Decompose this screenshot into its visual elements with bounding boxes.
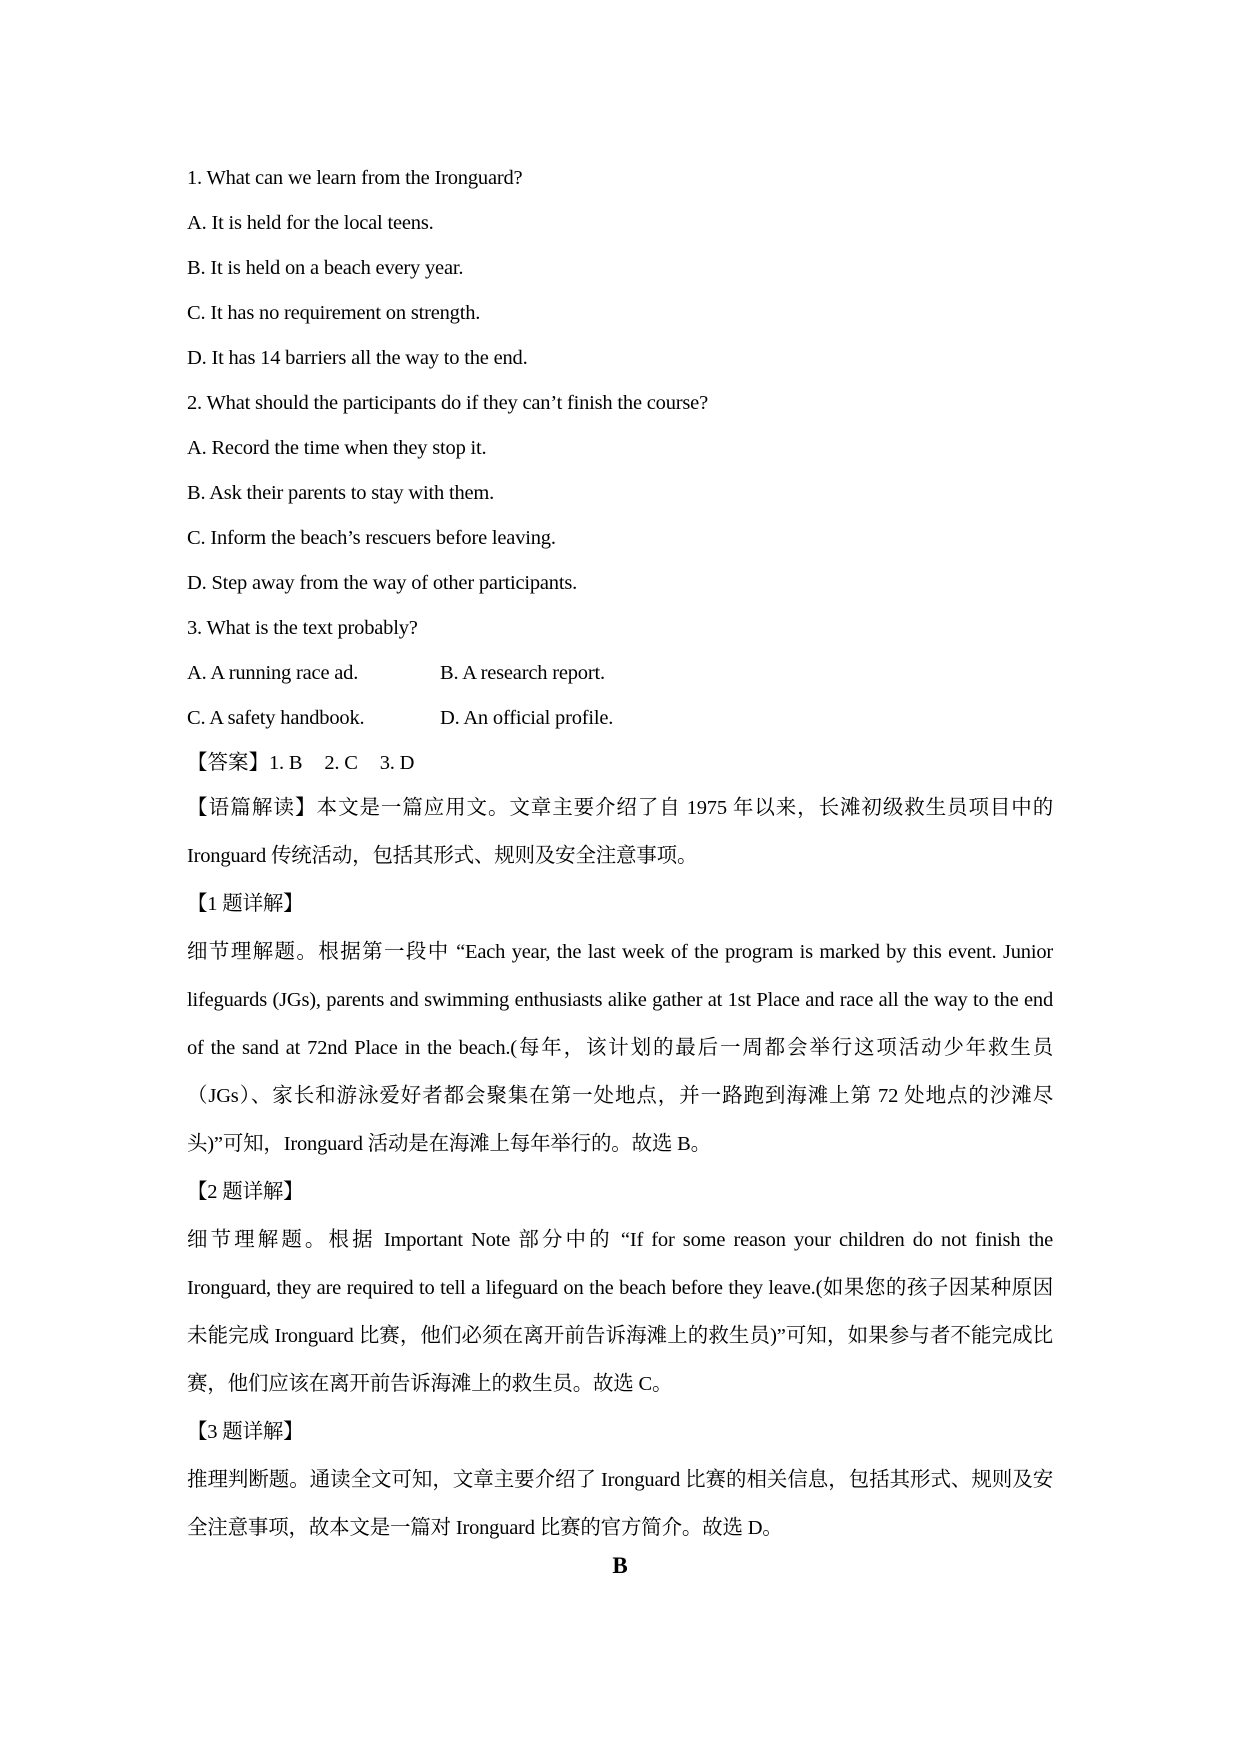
question-stem: 1. What can we learn from the Ironguard? bbox=[187, 167, 523, 189]
passage-reading-tag: 【语篇解读】 bbox=[187, 797, 317, 819]
options-row-1 bbox=[187, 651, 1053, 696]
document-page bbox=[187, 156, 1053, 1552]
explanation-text: 细节理解题。根据 Important Note 部分中的 “If for some reason your children do not finish the Ironguard, they are required to tell a lifeguard on the beach before they leave.(如果您的孩子因某种原因未能完成 Ironguard 比赛，他们必须在离开前告诉海滩上的救生员)”可知，如果参与者不能完成比赛，他们应该在离开前告诉海滩上的救生员。故选 C。 bbox=[187, 1229, 1053, 1395]
option-a: A. It is held for the local teens. bbox=[187, 212, 434, 234]
question-stem: 2. What should the participants do if they can’t finish the course? bbox=[187, 392, 708, 414]
question-stem: 3. What is the text probably? bbox=[187, 617, 418, 639]
options-row-2 bbox=[187, 696, 1053, 741]
answer-tag: 【答案】 bbox=[187, 752, 269, 774]
option-c: C. A safety handbook. bbox=[187, 707, 365, 729]
option-d: D. An official profile. bbox=[440, 707, 614, 729]
option-b: B. It is held on a beach every year. bbox=[187, 257, 464, 279]
answer-key bbox=[187, 741, 1053, 786]
section-heading-b: B bbox=[612, 1553, 628, 1578]
option-d: D. It has 14 barriers all the way to the end. bbox=[187, 347, 528, 369]
option-a: A. A running race ad. bbox=[187, 662, 359, 684]
option-a: A. Record the time when they stop it. bbox=[187, 437, 487, 459]
answer-item-1: 1. B bbox=[269, 752, 303, 774]
option-c: C. Inform the beach’s rescuers before leaving. bbox=[187, 527, 556, 549]
question-1 bbox=[187, 156, 1053, 381]
explanation-heading: 【3 题详解】 bbox=[187, 1421, 304, 1443]
question-3 bbox=[187, 606, 1053, 741]
answer-item-3: 3. D bbox=[379, 752, 415, 774]
explanation-heading: 【2 题详解】 bbox=[187, 1181, 304, 1203]
explanation-text: 细节理解题。根据第一段中 “Each year, the last week of the program is marked by this event. Junior lifeguards (JGs), parents and swimming enthusiasts alike gather at 1st Place and race all the way to the end of the sand at 72nd Place in the beach.(每年，该计划的最后一周都会举行这项活动少年救生员（JGs）、家长和游泳爱好者都会聚集在第一处地点，并一路跑到海滩上第 72 处地点的沙滩尽头)”可知，Ironguard 活动是在海滩上每年举行的。故选 B。 bbox=[187, 941, 1053, 1155]
explanation-heading: 【1 题详解】 bbox=[187, 893, 304, 915]
passage-reading-text: 本文是一篇应用文。文章主要介绍了自 1975 年以来，长滩初级救生员项目中的 Ironguard 传统活动，包括其形式、规则及安全注意事项。 bbox=[187, 797, 1053, 867]
option-c: C. It has no requirement on strength. bbox=[187, 302, 481, 324]
option-b: B. Ask their parents to stay with them. bbox=[187, 482, 495, 504]
option-b: B. A research report. bbox=[440, 662, 605, 684]
explanation-2 bbox=[187, 1168, 1053, 1408]
answer-item-2: 2. C bbox=[324, 752, 358, 774]
explanation-3 bbox=[187, 1408, 1053, 1552]
option-d: D. Step away from the way of other participants. bbox=[187, 572, 578, 594]
question-2 bbox=[187, 381, 1053, 606]
explanation-1 bbox=[187, 880, 1053, 1168]
explanation-text: 推理判断题。通读全文可知，文章主要介绍了 Ironguard 比赛的相关信息，包括其形式、规则及安全注意事项，故本文是一篇对 Ironguard 比赛的官方简介。故选 D。 bbox=[187, 1469, 1053, 1539]
passage-reading bbox=[187, 784, 1053, 880]
